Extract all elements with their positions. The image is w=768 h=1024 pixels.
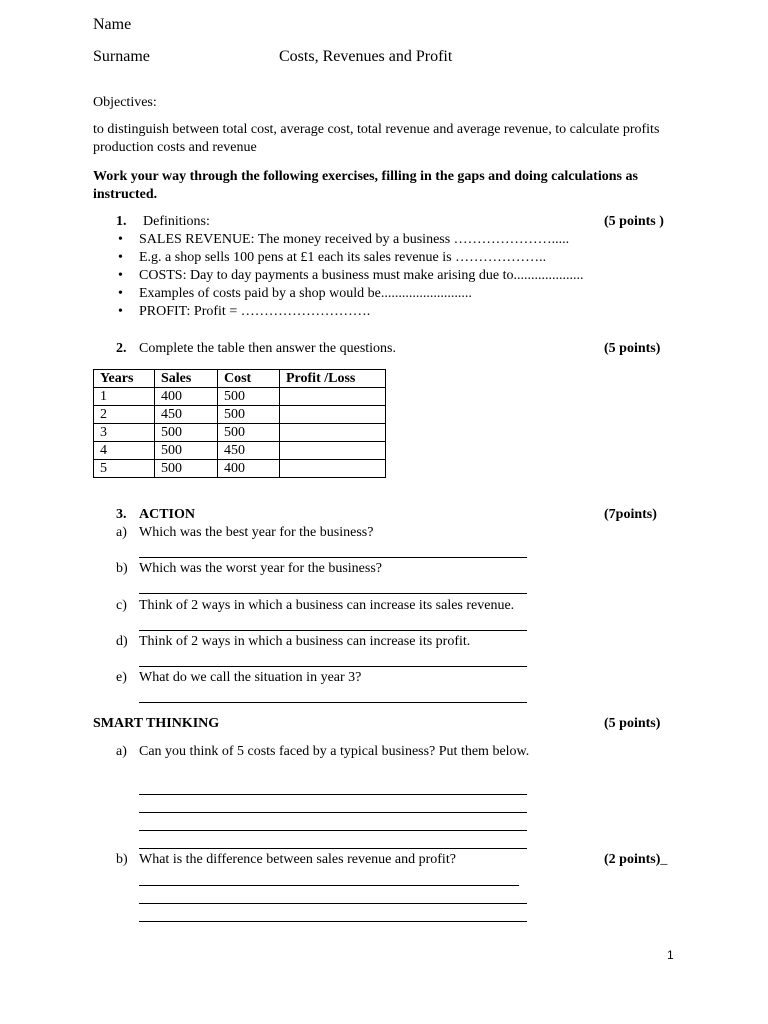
- question-text: What is the difference between sales revenue and profit?: [139, 852, 456, 867]
- bullet-icon: •: [118, 304, 123, 319]
- section-2-points: (5 points): [604, 341, 661, 356]
- profit-table: [93, 369, 386, 478]
- question-text: Which was the best year for the business?: [139, 525, 374, 540]
- bullet-icon: •: [118, 268, 123, 283]
- table-cell: 500: [218, 406, 280, 424]
- question-letter: b): [116, 852, 128, 867]
- question-letter: c): [116, 598, 127, 613]
- instructions: Work your way through the following exercises, filling in the gaps and doing calculations as instructed.: [93, 169, 638, 202]
- page-title: Costs, Revenues and Profit: [279, 48, 453, 65]
- table-row: [94, 442, 386, 460]
- answer-line[interactable]: [139, 666, 527, 667]
- profit-loss-blank-cell[interactable]: [280, 388, 386, 406]
- surname-label: Surname: [93, 48, 150, 65]
- table-cell: 500: [218, 424, 280, 442]
- table-row: [94, 460, 386, 478]
- section-2-title: Complete the table then answer the questions.: [139, 341, 396, 356]
- answer-line[interactable]: [139, 885, 519, 886]
- profit-loss-blank-cell[interactable]: [280, 460, 386, 478]
- definition-item: [118, 303, 370, 321]
- section-2-number: 2.: [116, 341, 127, 356]
- section-3-number: 3.: [116, 507, 127, 522]
- table-cell: 500: [155, 460, 218, 478]
- profit-loss-blank-cell[interactable]: [280, 424, 386, 442]
- section-3-title: ACTION: [139, 507, 196, 522]
- objectives-heading: Objectives:: [93, 95, 157, 110]
- question-letter: e): [116, 670, 127, 685]
- answer-line[interactable]: [139, 702, 527, 703]
- answer-line[interactable]: [139, 903, 527, 904]
- answer-line[interactable]: [139, 921, 527, 922]
- definition-item: [118, 267, 583, 285]
- points-trailing-underscore: _: [660, 852, 668, 867]
- definition-item: [118, 249, 546, 267]
- bullet-icon: •: [118, 232, 123, 247]
- answer-line[interactable]: [139, 794, 527, 795]
- table-cell: 4: [94, 442, 155, 460]
- table-cell: 5: [94, 460, 155, 478]
- section-1-number: 1.: [116, 214, 127, 229]
- question-letter: b): [116, 561, 128, 576]
- name-label: Name: [93, 16, 132, 33]
- table-row: [94, 388, 386, 406]
- bullet-icon: •: [118, 250, 123, 265]
- profit-loss-blank-cell[interactable]: [280, 442, 386, 460]
- table-header-row: [94, 370, 386, 388]
- table-cell: 400: [218, 460, 280, 478]
- definition-text: E.g. a shop sells 100 pens at £1 each its sales revenue is ………………..: [139, 250, 547, 265]
- answer-line[interactable]: [139, 830, 527, 831]
- smart-thinking-title: SMART THINKING: [93, 716, 220, 731]
- definition-text: SALES REVENUE: The money received by a business ………………….....: [139, 232, 570, 247]
- table-cell: 2: [94, 406, 155, 424]
- page-number: 1: [667, 948, 674, 962]
- question-b-points: [604, 851, 667, 869]
- table-row: [94, 424, 386, 442]
- answer-line[interactable]: [139, 557, 527, 558]
- question-text: Think of 2 ways in which a business can increase its profit.: [139, 634, 471, 649]
- column-header-profit-loss: Profit /Loss: [280, 370, 386, 388]
- question-letter: d): [116, 634, 128, 649]
- bullet-icon: •: [118, 286, 123, 301]
- definition-item: [118, 231, 569, 249]
- profit-loss-blank-cell[interactable]: [280, 406, 386, 424]
- definition-text: COSTS: Day to day payments a business must make arising due to....................: [139, 268, 584, 283]
- points-label: (2 points): [604, 852, 661, 867]
- table-cell: 500: [155, 424, 218, 442]
- question-text: Can you think of 5 costs faced by a typical business? Put them below.: [139, 744, 530, 759]
- table-cell: 400: [155, 388, 218, 406]
- question-text: Think of 2 ways in which a business can increase its sales revenue.: [139, 598, 515, 613]
- column-header-years: Years: [94, 370, 155, 388]
- section-3-points: (7points): [604, 507, 657, 522]
- answer-line[interactable]: [139, 812, 527, 813]
- section-1-title: Definitions:: [143, 214, 210, 229]
- column-header-cost: Cost: [218, 370, 280, 388]
- table-row: [94, 406, 386, 424]
- table-cell: 500: [218, 388, 280, 406]
- table-cell: 500: [155, 442, 218, 460]
- question-text: What do we call the situation in year 3?: [139, 670, 362, 685]
- definition-text: PROFIT: Profit = ……………………….: [139, 304, 371, 319]
- objectives-text: to distinguish between total cost, average cost, total revenue and average revenue, to calculate profits production costs and revenue: [93, 122, 660, 155]
- answer-line[interactable]: [139, 630, 527, 631]
- question-letter: a): [116, 744, 127, 759]
- question-text: Which was the worst year for the business?: [139, 561, 382, 576]
- table-cell: 450: [218, 442, 280, 460]
- smart-thinking-points: (5 points): [604, 716, 661, 731]
- definition-text: Examples of costs paid by a shop would be..........................: [139, 286, 472, 301]
- section-1-points: (5 points ): [604, 214, 664, 229]
- question-letter: a): [116, 525, 127, 540]
- answer-line[interactable]: [139, 848, 527, 849]
- table-cell: 450: [155, 406, 218, 424]
- column-header-sales: Sales: [155, 370, 218, 388]
- table-cell: 3: [94, 424, 155, 442]
- definition-item: [118, 285, 472, 303]
- answer-line[interactable]: [139, 593, 527, 594]
- table-cell: 1: [94, 388, 155, 406]
